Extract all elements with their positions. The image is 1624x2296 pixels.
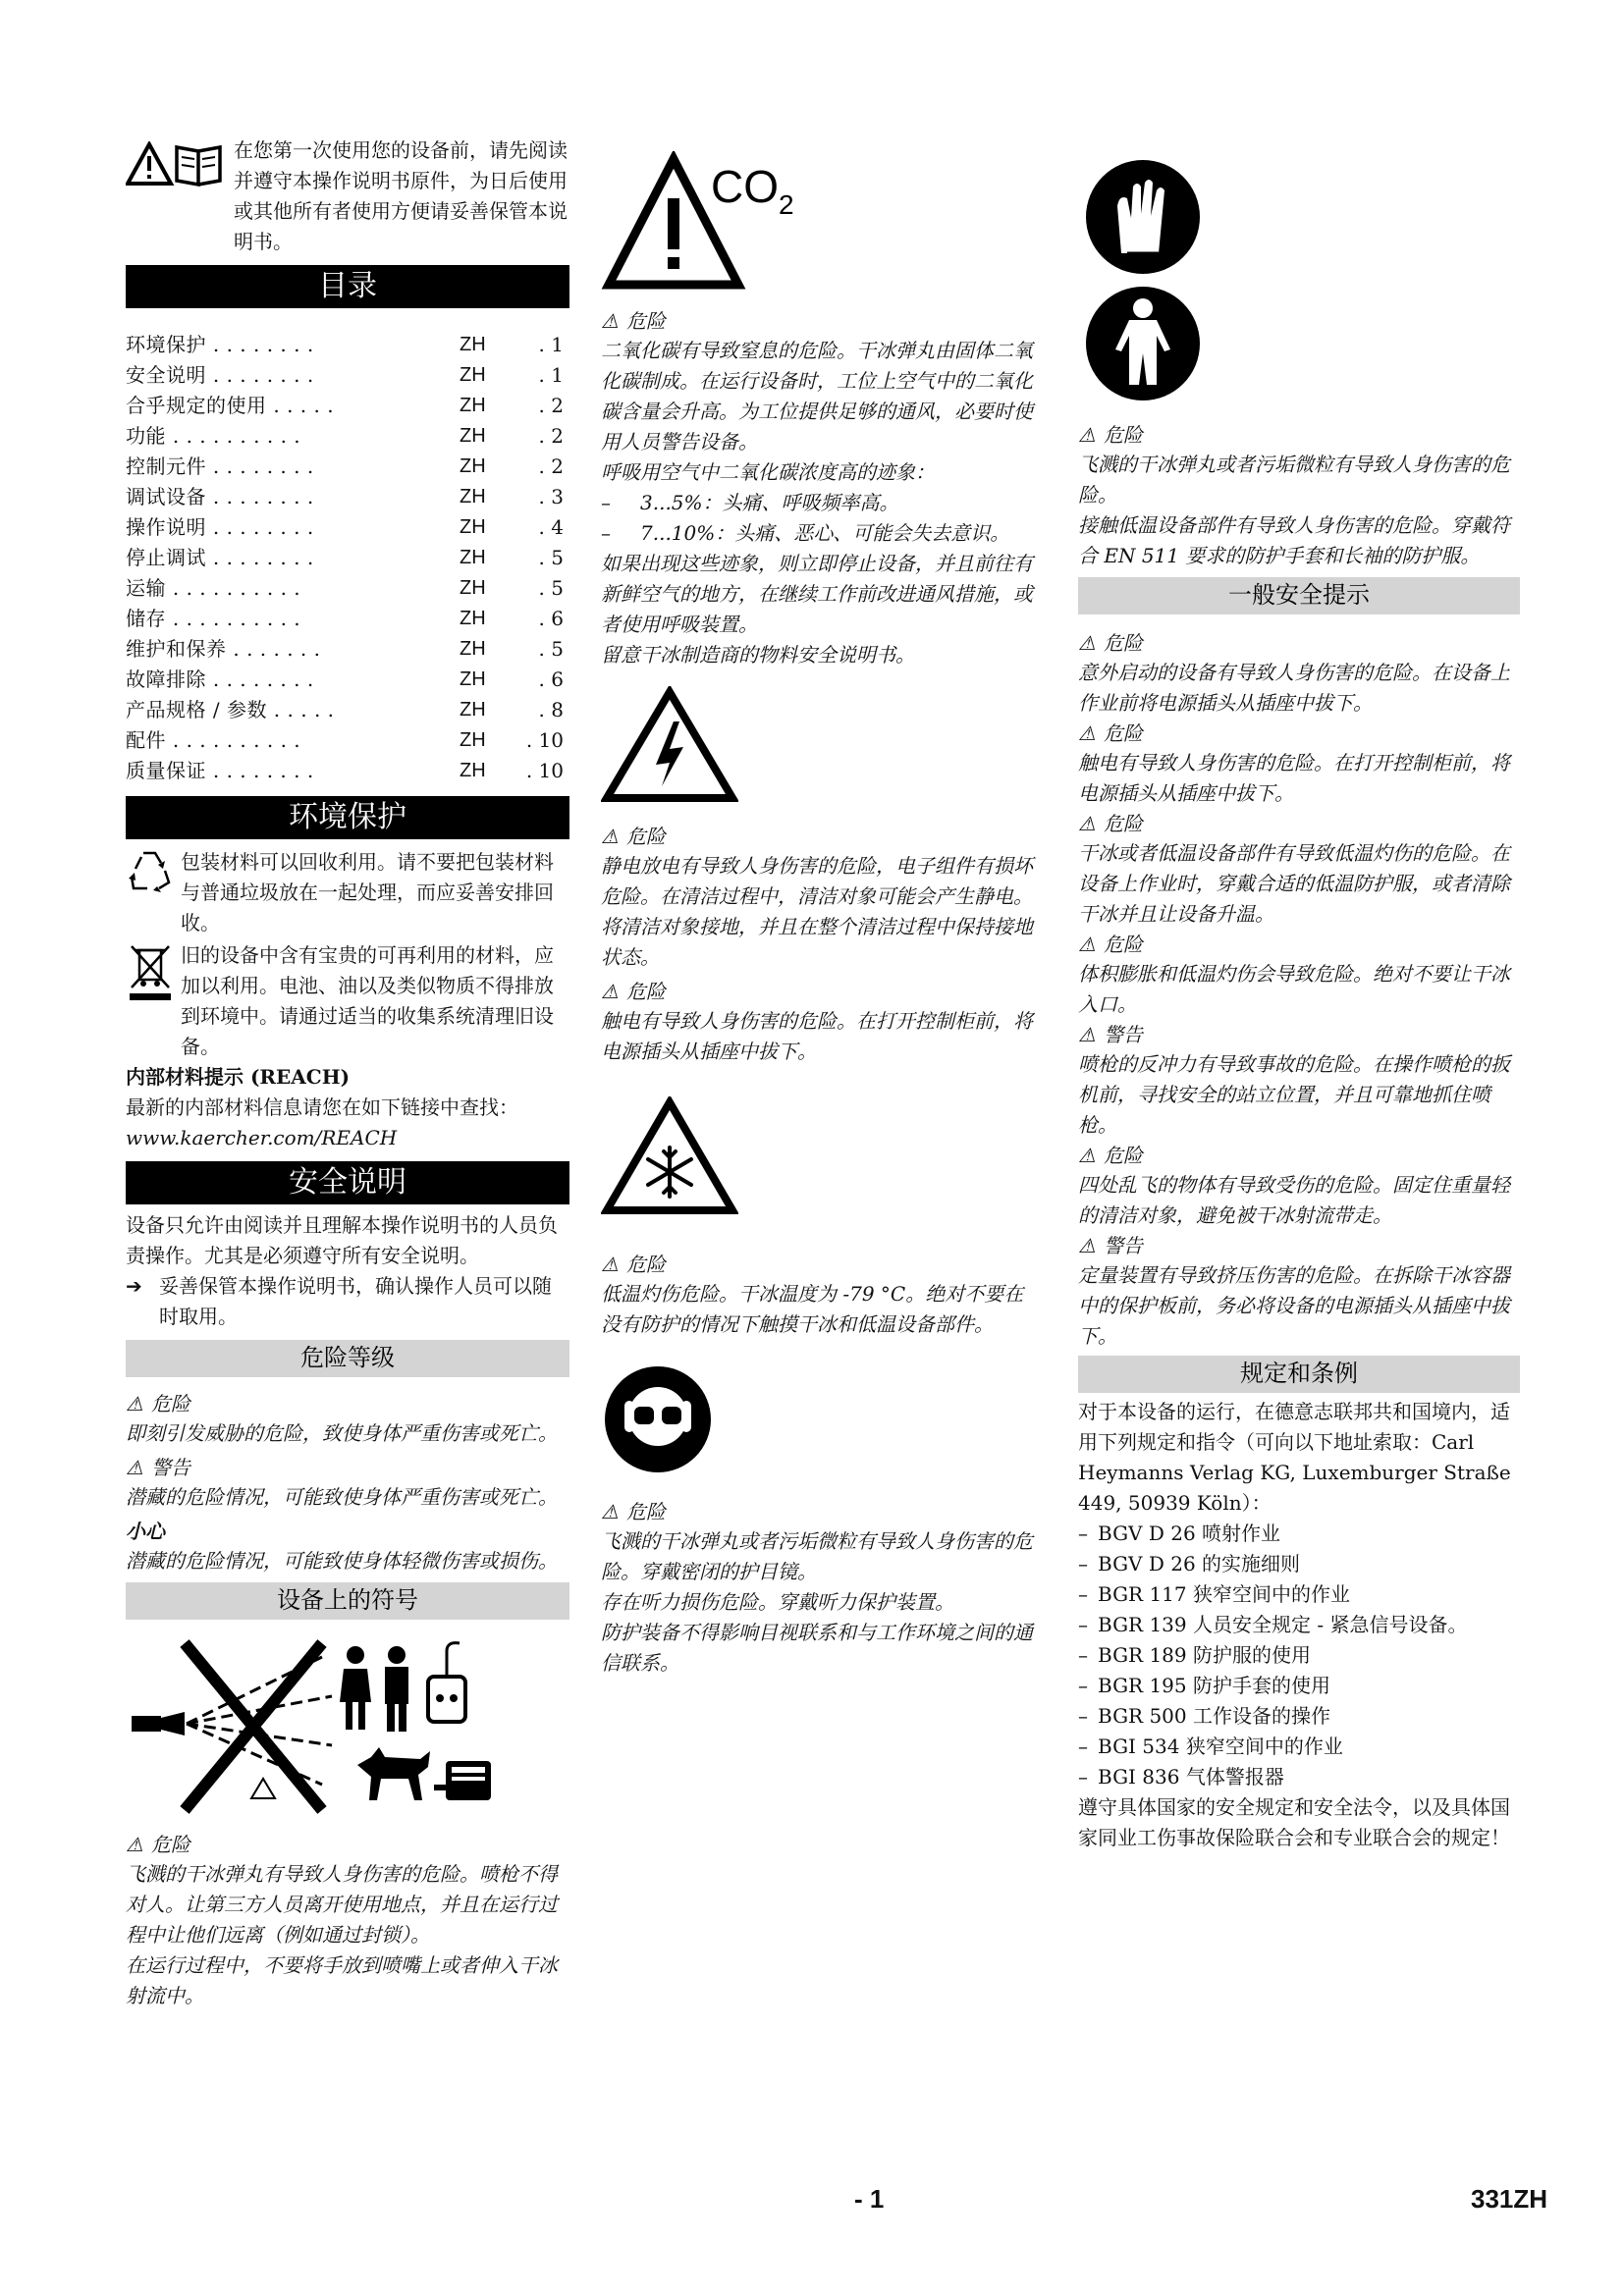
toc-page: . 5 (538, 637, 564, 661)
intro-text: 在您第一次使用您的设备前，请先阅读并遵守本操作说明书原件，为日后使用或其他所有者使用方便请妥善保管本说明书。 (234, 138, 568, 253)
electric-warning-sign (601, 686, 1043, 804)
ppe-danger-signal: ⚠ 危险 (601, 1497, 1043, 1526)
warning-triangle-icon: ⚠ (1078, 933, 1096, 956)
toc-page: . 10 (525, 728, 564, 752)
regulation-item: – BGI 836 气体警报器 (1078, 1765, 1284, 1789)
column-2 (601, 137, 1043, 1679)
caution-label: 小心 (126, 1520, 165, 1543)
warning-definition: 潜藏的危险情况，可能致使身体严重伤害或死亡。 (126, 1485, 558, 1509)
warning-label: 警告 (150, 1456, 190, 1479)
general-danger-signal: ⚠ 危险 (1078, 628, 1520, 658)
symbol-danger-signal (126, 1830, 569, 1859)
warning-triangle-icon: ⚠ (1078, 631, 1096, 655)
disposal-text: 旧的设备中含有宝贵的可再利用的材料，应加以利用。电池、油以及类似物质不得排放到环境中。请通过适当的收集系统清理旧设备。 (181, 943, 554, 1058)
toc-title: 调试设备 . . . . . . . . (126, 485, 314, 508)
toc-row[interactable] (126, 452, 569, 482)
warning-triangle-icon: ⚠ (126, 1456, 143, 1479)
toc-page: . 2 (538, 454, 564, 478)
danger-signal (126, 1389, 569, 1418)
toc-row[interactable] (126, 573, 569, 604)
toc-page: . 6 (538, 667, 564, 691)
toc-row[interactable] (126, 695, 569, 725)
ppe-danger-text: 飞溅的干冰弹丸或者污垢微粒有导致人身伤害的危险。穿戴密闭的护目镜。 (601, 1529, 1033, 1583)
co2-danger-text: 二氧化碳有导致窒息的危险。干冰弹丸由固体二氧化碳制成。在运行设备时，工位上空气中的二氧化碳含量会升高。为工位提供足够的通风，必要时使用人员警告设备。 (601, 339, 1033, 454)
recycle-icon (126, 847, 175, 894)
safety-bullet (126, 1271, 569, 1332)
warning-triangle-icon: ⚠ (1078, 1023, 1096, 1046)
regulation-item: – BGI 534 狭窄空间中的作业 (1078, 1735, 1343, 1758)
co2-label: $CO_2$ (711, 161, 794, 220)
env-heading: 环境保护 (126, 796, 569, 839)
toc-page: . 6 (538, 607, 564, 630)
co2-signs-text: 呼吸用空气中二氧化碳浓度高的迹象： (601, 460, 935, 484)
safety-bullet-text: 妥善保管本操作说明书，确认操作人员可以随时取用。 (159, 1274, 552, 1328)
toc-lang: ZH (460, 577, 486, 599)
co2-sign-item: – 7...10%：头痛、恶心、可能会失去意识。 (601, 521, 1010, 545)
toc-row[interactable] (126, 543, 569, 573)
toc-lang: ZH (460, 760, 486, 781)
toc-title: 停止调试 . . . . . . . . (126, 546, 314, 569)
symbols-heading: 设备上的符号 (126, 1582, 569, 1620)
general-warning-text: 定量装置有导致挤压伤害的危险。在拆除干冰容器中的保护板前，务必将设备的电源插头从插座中拔下。 (1078, 1263, 1510, 1348)
warning-triangle-icon: ⚠ (1078, 1144, 1096, 1167)
ppe-danger-text: 飞溅的干冰弹丸或者污垢微粒有导致人身伤害的危险。 (1078, 453, 1510, 507)
general-danger-signal: ⚠ 危险 (1078, 719, 1520, 748)
danger-definition: 即刻引发威胁的危险，致使身体严重伤害或死亡。 (126, 1421, 558, 1445)
toc-title: 合乎规定的使用 . . . . . (126, 394, 335, 417)
ppe-danger-signal: ⚠ 危险 (1078, 420, 1520, 450)
toc-page: . 1 (538, 333, 564, 356)
toc-title: 配件 . . . . . . . . . . (126, 728, 301, 752)
reach-link[interactable]: www.kaercher.com/REACH (126, 1126, 398, 1149)
page-number: - 1 (854, 2184, 885, 2214)
safety-text: 设备只允许由阅读并且理解本操作说明书的人员负责操作。尤其是必须遵守所有安全说明。 (126, 1213, 558, 1267)
toc-lang: ZH (460, 516, 486, 538)
protective-suit-icon (1082, 283, 1520, 404)
static-danger-signal: ⚠ 危险 (601, 822, 1043, 851)
toc-lang: ZH (460, 729, 486, 751)
toc-lang: ZH (460, 668, 486, 690)
toc-lang: ZH (460, 334, 486, 355)
ppe-danger-text-2: 存在听力损伤危险。穿戴听力保护装置。 (601, 1590, 954, 1614)
toc-heading: 目录 (126, 265, 569, 308)
toc-title: 维护和保养 . . . . . . . (126, 637, 321, 661)
general-danger-signal: ⚠ 危险 (1078, 809, 1520, 838)
toc-lang: ZH (460, 608, 486, 629)
toc-lang: ZH (460, 395, 486, 416)
toc-list (126, 330, 569, 786)
general-danger-signal: ⚠ 危险 (1078, 930, 1520, 959)
cold-danger-text: 低温灼伤危险。干冰温度为 -79 °C。绝对不要在没有防护的情况下触摸干冰和低温设备部件。 (601, 1282, 1024, 1336)
recycle-text: 包装材料可以回收利用。请不要把包装材料与普通垃圾放在一起处理，而应妥善安排回收。 (181, 850, 554, 934)
toc-row[interactable] (126, 756, 569, 786)
safety-heading: 安全说明 (126, 1161, 569, 1204)
general-danger-text: 意外启动的设备有导致人身伤害的危险。在设备上作业前将电源插头从插座中拔下。 (1078, 661, 1510, 715)
dog-icon (357, 1747, 430, 1800)
caution-definition: 潜藏的危险情况，可能致使身体轻微伤害或损伤。 (126, 1549, 558, 1573)
regulations-outro: 遵守具体国家的安全规定和安全法令，以及具体国家同业工伤事故保险联合会和专业联合会的规定！ (1078, 1795, 1510, 1849)
disposal-block (126, 940, 569, 1062)
toc-row[interactable] (126, 360, 569, 391)
general-warning-signal: ⚠ 警告 (1078, 1020, 1520, 1049)
persons-icon (340, 1646, 408, 1732)
intro-block (126, 137, 569, 257)
levels-heading: 危险等级 (126, 1340, 569, 1377)
general-danger-signal: ⚠ 危险 (1078, 1141, 1520, 1170)
regulation-item: – BGR 139 人员安全规定 - 紧急信号设备。 (1078, 1613, 1468, 1636)
toc-page: . 1 (538, 363, 564, 387)
ppe-danger-text-2: 接触低温设备部件有导致人身伤害的危险。穿戴符合 EN 511 要求的防护手套和长袖的防护服。 (1078, 513, 1510, 567)
warning-triangle-icon: ⚠ (1078, 1234, 1096, 1257)
goggles-earmuff-icon (601, 1363, 1043, 1475)
toc-title: 运输 . . . . . . . . . . (126, 576, 301, 600)
warning-book-icon (126, 141, 228, 187)
warning-triangle-icon: ⚠ (601, 980, 619, 1003)
warning-triangle-icon: ⚠ (601, 825, 619, 848)
toc-row[interactable] (126, 665, 569, 695)
toc-title: 安全说明 . . . . . . . . (126, 363, 314, 387)
reach-title: 内部材料提示 (REACH) (126, 1065, 351, 1089)
regulation-item: – BGR 117 狭窄空间中的作业 (1078, 1582, 1350, 1606)
snowflake-icon (648, 1148, 691, 1197)
toc-row[interactable] (126, 482, 569, 512)
toc-page: . 8 (538, 698, 564, 721)
toc-lang: ZH (460, 455, 486, 477)
regulation-item: – BGR 500 工作设备的操作 (1078, 1704, 1330, 1728)
warning-triangle-icon: ⚠ (1078, 721, 1096, 745)
toc-lang: ZH (460, 699, 486, 721)
co2-danger-signal (601, 306, 1043, 336)
warning-triangle-icon: ⚠ (126, 1392, 143, 1415)
toc-title: 功能 . . . . . . . . . . (126, 424, 301, 448)
device-symbol-image (126, 1637, 569, 1822)
co2-danger-label: 危险 (625, 309, 666, 333)
general-safety-heading: 一般安全提示 (1078, 577, 1520, 614)
gloves-icon (1082, 157, 1520, 277)
toc-lang: ZH (460, 547, 486, 568)
regulations-heading: 规定和条例 (1078, 1356, 1520, 1393)
warning-triangle-icon: ⚠ (1078, 423, 1096, 447)
toc-title: 产品规格 / 参数 . . . . . (126, 698, 335, 721)
general-warning-text: 喷枪的反冲力有导致事故的危险。在操作喷枪的扳机前，寻找安全的站立位置，并且可靠地抓住喷枪。 (1078, 1052, 1510, 1137)
crossed-bin-icon (126, 940, 175, 1001)
toc-lang: ZH (460, 425, 486, 447)
symbol-danger-text: 飞溅的干冰弹丸有导致人身伤害的危险。喷枪不得对人。让第三方人员离开使用地点，并且在运行过程中让他们远离（例如通过封锁）。 (126, 1862, 558, 1947)
column-1 (126, 137, 569, 2011)
toc-title: 故障排除 . . . . . . . . (126, 667, 314, 691)
toc-row[interactable] (126, 330, 569, 360)
shock-danger-signal: ⚠ 危险 (601, 977, 1043, 1006)
document-code: 331ZH (1471, 2184, 1548, 2214)
toc-title: 操作说明 . . . . . . . . (126, 515, 314, 539)
symbol-danger-text-2: 在运行过程中，不要将手放到喷嘴上或者伸入干冰射流中。 (126, 1953, 558, 2007)
warning-signal (126, 1453, 569, 1482)
co2-warning-sign (601, 151, 1043, 294)
toc-page: . 5 (538, 576, 564, 600)
toc-title: 储存 . . . . . . . . . . (126, 607, 301, 630)
toc-page: . 10 (525, 759, 564, 782)
toc-row[interactable] (126, 512, 569, 543)
toc-page: . 5 (538, 546, 564, 569)
caution-signal (126, 1517, 569, 1546)
arrow-icon: ➔ (126, 1274, 142, 1298)
toc-lang: ZH (460, 364, 486, 386)
ppe-danger-text-3: 防护装备不得影响目视联系和与工作环境之间的通信联系。 (601, 1621, 1033, 1675)
toc-row[interactable] (126, 421, 569, 452)
warning-triangle-icon: ⚠ (601, 1500, 619, 1523)
toc-row[interactable] (126, 725, 569, 756)
general-warning-signal: ⚠ 警告 (1078, 1231, 1520, 1260)
toc-page: . 4 (538, 515, 564, 539)
general-danger-text: 干冰或者低温设备部件有导致低温灼伤的危险。在设备上作业时，穿戴合适的低温防护服，或者清除干冰并且让设备升温。 (1078, 841, 1510, 926)
static-danger-text: 静电放电有导致人身伤害的危险，电子组件有损坏危险。在清洁过程中，清洁对象可能会产生静电。将清洁对象接地，并且在整个清洁过程中保持接地状态。 (601, 854, 1033, 969)
regulations-intro: 对于本设备的运行，在德意志联邦共和国境内，适用下列规定和指令（可向以下地址索取：Carl Heymanns Verlag KG, Luxemburger Straße 449, 50939 Köln）： (1078, 1400, 1511, 1515)
toc-title: 质量保证 . . . . . . . . (126, 759, 314, 782)
general-danger-text: 四处乱飞的物体有导致受伤的危险。固定住重量轻的清洁对象，避免被干冰射流带走。 (1078, 1173, 1510, 1227)
toc-row[interactable] (126, 391, 569, 421)
recycle-block (126, 847, 569, 938)
column-3 (1078, 137, 1520, 1853)
co2-after-text: 如果出现这些迹象，则立即停止设备，并且前往有新鲜空气的地方，在继续工作前改进通风措施，或者使用呼吸装置。 (601, 552, 1033, 636)
regulation-item: – BGV D 26 喷射作业 (1078, 1522, 1281, 1545)
toc-title: 环境保护 . . . . . . . . (126, 333, 314, 356)
toc-page: . 2 (538, 394, 564, 417)
toc-lang: ZH (460, 638, 486, 660)
danger-label: 危险 (150, 1392, 190, 1415)
toc-lang: ZH (460, 486, 486, 507)
general-danger-text: 触电有导致人身伤害的危险。在打开控制柜前，将电源插头从插座中拔下。 (1078, 751, 1510, 805)
symbol-danger-label: 危险 (150, 1833, 190, 1856)
toc-page: . 2 (538, 424, 564, 448)
co2-msds-text: 留意干冰制造商的物料安全说明书。 (601, 643, 915, 667)
warning-triangle-icon: ⚠ (126, 1833, 143, 1856)
shock-danger-text: 触电有导致人身伤害的危险。在打开控制柜前，将电源插头从插座中拔下。 (601, 1009, 1033, 1063)
toc-title: 控制元件 . . . . . . . . (126, 454, 314, 478)
toc-row[interactable] (126, 634, 569, 665)
warning-triangle-icon: ⚠ (601, 1253, 619, 1276)
plug-socket-icon (428, 1643, 465, 1722)
general-danger-text: 体积膨胀和低温灼伤会导致危险。绝对不要让干冰入口。 (1078, 962, 1510, 1016)
co2-sign-item: – 3...5%：头痛、呼吸频率高。 (601, 491, 899, 514)
warning-triangle-icon: ⚠ (601, 309, 619, 333)
cold-warning-sign (601, 1096, 1043, 1218)
regulation-item: – BGR 195 防护手套的使用 (1078, 1674, 1330, 1697)
regulation-item: – BGV D 26 的实施细则 (1078, 1552, 1301, 1575)
gun-icon (132, 1716, 161, 1732)
cold-danger-signal: ⚠ 危险 (601, 1250, 1043, 1279)
toc-page: . 3 (538, 485, 564, 508)
toc-row[interactable] (126, 604, 569, 634)
reach-text: 最新的内部材料信息请您在如下链接中查找： (126, 1095, 518, 1119)
machine-icon (434, 1761, 491, 1800)
warning-triangle-icon: ⚠ (1078, 812, 1096, 835)
regulation-item: – BGR 189 防护服的使用 (1078, 1643, 1311, 1667)
